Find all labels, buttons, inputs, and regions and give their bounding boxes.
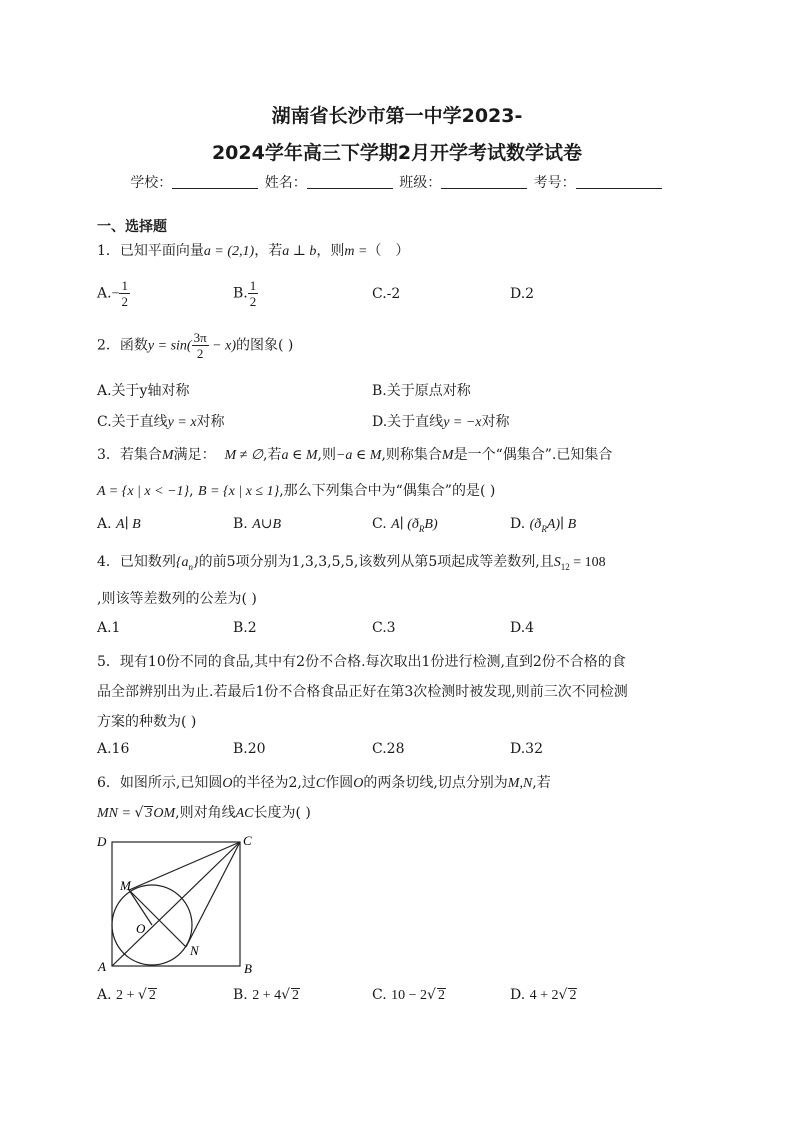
set-expr: A∣ (ð [391,517,419,532]
question-text: 的前5项分别为1,3,3,5,5,该数列从第5项起成等差数列,且 [198,554,554,570]
tangent-cn [186,842,240,947]
set-expr: B) [424,517,438,532]
exam-title-line1: 湖南省长沙市第一中学2023- [271,105,523,127]
option-c[interactable]: C.-2 [372,286,401,302]
question-5-line1 [97,651,626,671]
option-b[interactable]: B.2 [233,620,257,636]
question-text: 已知数列 [119,554,176,570]
function-expr: y = sin( [147,338,192,354]
option-b[interactable]: B.关于原点对称 [372,383,471,399]
sequence: } [193,555,199,570]
question-6-line1 [97,772,551,792]
numerator: 3π [193,330,207,345]
school-label: 学校： [130,175,173,191]
label-o: O [136,921,146,936]
option-a[interactable]: A.关于y轴对称 [97,383,190,399]
question-1 [97,240,409,260]
fraction [119,278,130,309]
answer-blank: （ ） [367,243,410,259]
label-a: A [98,959,106,974]
subscript: R [541,523,547,534]
exam-title-line2: 2024学年高三下学期2月开学考试数学试卷 [211,142,583,164]
points-mn: M,N [507,776,533,791]
question-text: 长度为( ) [253,805,311,821]
question-text: 作圆 [325,775,354,791]
question-text: ,那么下列集合中为“偶集合”的是( ) [279,483,496,499]
option-d[interactable]: D.32 [510,741,543,757]
set-expr: (ð [529,517,542,532]
question-number: 2． [97,337,120,354]
vector-a: a = (2,1) [203,244,255,259]
label-b: B [244,961,252,976]
question-4-line1 [97,551,606,572]
question-text: 满足： [173,447,216,463]
perp-condition: a ⊥ b [282,244,317,259]
option-d[interactable]: D.2 [510,286,535,302]
numerator: 1 [249,278,257,293]
question-2 [97,330,293,361]
equation: y = x [167,415,197,430]
expr: 2 + 4 [252,988,282,1003]
radical-sign: √ [134,805,144,821]
label-d: D [97,834,107,849]
option-d[interactable] [372,411,510,431]
question-text: ,若 [263,447,282,463]
equation: y = −x [443,415,482,430]
option-b[interactable] [233,278,258,309]
chord-mn [129,890,186,947]
question-5-line2: 品全部辨别出为止.若最后1份不合格食品正好在第3次检测时被发现,则前三次不同检测 [97,684,628,700]
radical-sign: √ [558,987,568,1003]
expr: 4 + 2 [529,988,559,1003]
question-4-line2: ,则该等差数列的公差为( ) [97,591,257,607]
denominator: 2 [121,294,128,309]
question-text: ,则对角线 [175,805,236,821]
fraction [248,278,259,309]
option-letter: A. [97,987,112,1003]
question-text: 是一个“偶集合”.已知集合 [453,447,613,463]
question-text: 已知平面向量 [119,243,204,259]
question-3-line2 [97,480,495,500]
question-text: 如图所示,已知圆 [119,775,223,791]
question-text: ,若 [532,775,551,791]
option-a[interactable]: A.1 [97,620,121,636]
question-number: 5． [97,654,120,670]
option-letter: A. [97,516,112,532]
label-n: N [190,943,199,958]
option-b[interactable] [233,987,300,1004]
equation: MN = [97,806,135,821]
question-3-line1 [97,444,612,464]
class-blank[interactable] [441,175,527,189]
set-expr: A∪B [252,517,282,532]
class-label: 班级： [399,175,442,191]
option-letter: B. [233,516,248,532]
option-c[interactable] [372,516,438,534]
question-text: 现有10份不同的食品,其中有2份不合格.每次取出1份进行检测,直到2份不合格的食 [119,654,626,670]
set-m: M [441,448,454,463]
label-m: M [120,878,131,893]
geometry-figure [90,830,260,980]
option-text: C.关于直线 [97,414,168,430]
radicand: 2 [569,988,577,1003]
question-text: ,则 [317,447,336,463]
set-m: M [161,448,174,463]
separator: , [189,483,199,499]
option-b[interactable] [233,516,281,533]
option-c[interactable]: C.28 [372,741,405,757]
option-c[interactable] [372,987,446,1004]
radius-om [129,890,152,925]
option-a[interactable]: A.16 [97,741,130,757]
question-text: ，若 [254,243,283,259]
section-heading: 一、选择题 [97,219,167,235]
equation: OM [153,806,176,821]
point-c: C [315,776,326,791]
option-text: 对称 [196,414,225,430]
sequence: {a [175,555,189,570]
name-blank[interactable] [307,175,393,189]
student-info-row [0,172,794,192]
option-d[interactable] [510,987,577,1004]
condition: a ∈ M [281,448,318,463]
sum-symbol: S [553,555,561,570]
subscript: 12 [560,561,570,572]
question-text: ，则 [316,243,345,259]
question-text: 函数 [119,337,148,354]
option-d[interactable]: D.4 [510,620,535,636]
option-c[interactable]: C.3 [372,620,396,636]
option-letter: C. [372,987,387,1003]
denominator: 2 [196,346,204,361]
expr: 10 − 2 [391,988,428,1003]
radical-sign: √ [137,987,147,1003]
radicand: 3 [145,806,153,821]
exam-number-label: 考号： [533,175,576,191]
option-b[interactable]: B.20 [233,741,266,757]
option-text: 对称 [481,414,510,430]
option-a[interactable] [97,516,141,533]
question-text: 若集合 [119,447,162,463]
option-letter: B. [233,285,248,302]
question-text: 的两条切线,切点分别为 [363,775,508,791]
option-letter: D. [510,987,526,1003]
set-expr: A∣ B [116,517,141,532]
diagonal-ac [112,842,240,966]
school-blank[interactable] [172,175,258,189]
question-text: 的半径为2,过 [232,775,316,791]
option-letter: B. [233,987,248,1003]
question-6-line2 [97,802,311,822]
question-number: 6． [97,775,120,791]
condition: M ≠ ∅ [224,448,264,463]
option-letter: D. [510,516,526,532]
sum-value: = 108 [569,555,606,570]
radical-sign: √ [281,987,291,1003]
question-number: 1． [97,243,120,259]
label-c: C [243,833,252,848]
name-label: 姓名： [264,175,307,191]
option-letter: A. [97,285,112,302]
radicand: 2 [437,988,445,1003]
subscript: R [418,523,425,534]
option-text: D.关于直线 [372,414,444,430]
expr: 2 + [116,988,138,1003]
radicand: 2 [292,988,300,1003]
question-number: 4． [97,554,120,570]
question-text: 的图象( ) [236,337,294,354]
option-a[interactable] [97,987,157,1004]
point-o: O [222,776,233,791]
minus-sign: − [111,286,120,302]
set-a: A = {x | x < −1} [97,484,190,499]
set-expr: A)∣ B [546,517,577,532]
radicand: 2 [148,988,156,1003]
subscript: n [188,561,194,572]
radical-sign: √ [427,987,436,1003]
question-number: 3． [97,447,120,463]
denominator: 2 [249,294,257,309]
segment-ac: AC [235,806,254,821]
set-b: B = {x | x ≤ 1} [198,484,280,499]
question-text: ,则称集合 [381,447,442,463]
point-o: O [353,776,364,791]
function-expr: − x) [208,338,236,354]
unknown-m: m = [344,244,368,259]
fraction [192,330,209,361]
question-5-line3: 方案的种数为( ) [97,714,197,730]
condition: −a ∈ M [335,448,382,463]
option-d[interactable] [510,516,576,534]
exam-number-blank[interactable] [576,175,662,189]
tangent-cm [129,842,240,890]
option-c[interactable] [97,411,225,431]
option-a[interactable] [97,278,130,309]
numerator: 1 [121,278,128,293]
option-letter: C. [372,516,387,532]
